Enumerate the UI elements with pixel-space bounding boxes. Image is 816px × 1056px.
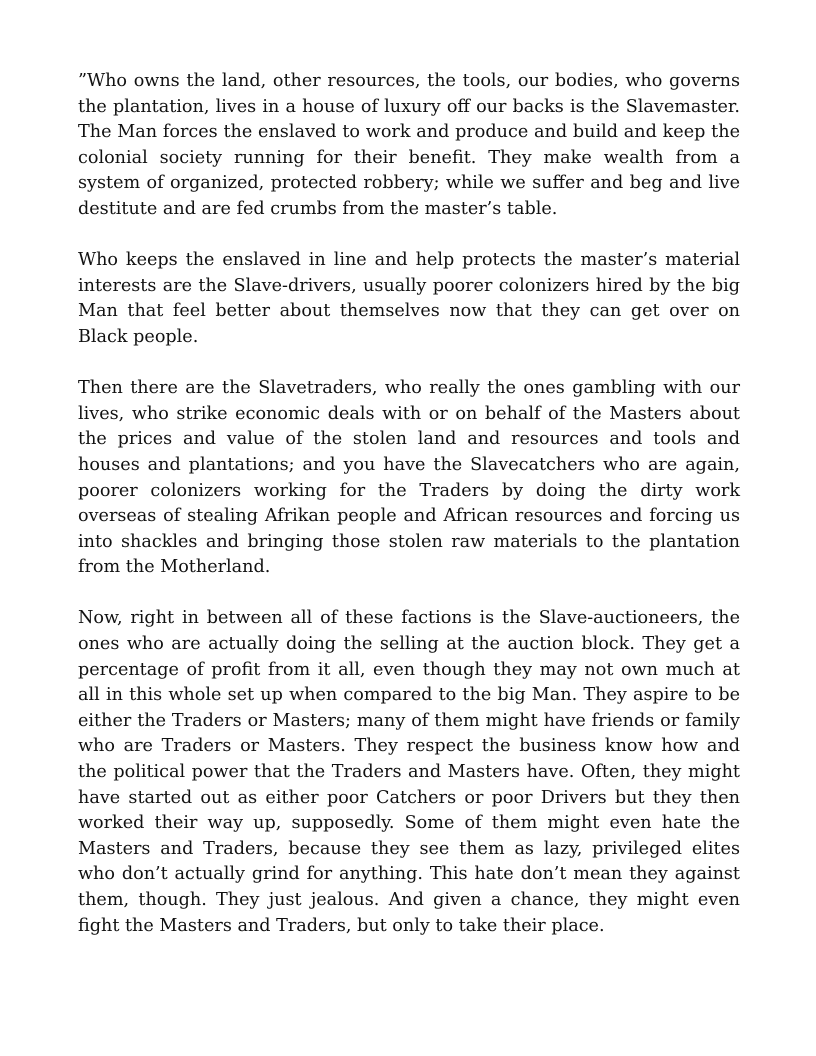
paragraph-slave-auctioneers: Now, right in between all of these factions is the Slave-auctioneers, the ones who are actually doing the selling at the auction block. They get a percentage of profit from it all, even though they may not own much at all in this whole set up when compared to the big Man. They aspire to be either the Traders or Masters; many of them might have friends or family who are Traders or Masters. They respect the business know how and the political power that the Traders and Masters have. Often, they might have started out as either poor Catchers or poor Drivers but they then worked their way up, supposedly. Some of them might even hate the Masters and Traders, because they see them as lazy, privileged elites who don’t actually grind for anything. This hate don’t mean they against them, though. They just jealous. And given a chance, they might even fight the Masters and Traders, but only to take their place. bbox=[78, 608, 740, 936]
document-body bbox=[78, 69, 740, 939]
paragraph-slave-drivers: Who keeps the enslaved in line and help protects the master’s material interests are the Slave-drivers, usually poorer colonizers hired by the big Man that feel better about themselves now that they can get over on Black people. bbox=[78, 250, 740, 347]
paragraph-slavemaster: ”Who owns the land, other resources, the tools, our bodies, who governs the plantation, lives in a house of luxury off our backs is the Slavemaster. The Man forces the enslaved to work and produce and build and keep the colonial society running for their benefit. They make wealth from a system of organized, protected robbery; while we suffer and beg and live destitute and are fed crumbs from the master’s table. bbox=[78, 71, 740, 219]
paragraph-slavetraders: Then there are the Slavetraders, who really the ones gambling with our lives, who strike economic deals with or on behalf of the Masters about the prices and value of the stolen land and resources and tools and houses and plantations; and you have the Slavecatchers who are again, poorer colonizers working for the Traders by doing the dirty work overseas of stealing Afrikan people and African resources and forcing us into shackles and bringing those stolen raw materials to the plantation from the Motherland. bbox=[78, 378, 740, 578]
